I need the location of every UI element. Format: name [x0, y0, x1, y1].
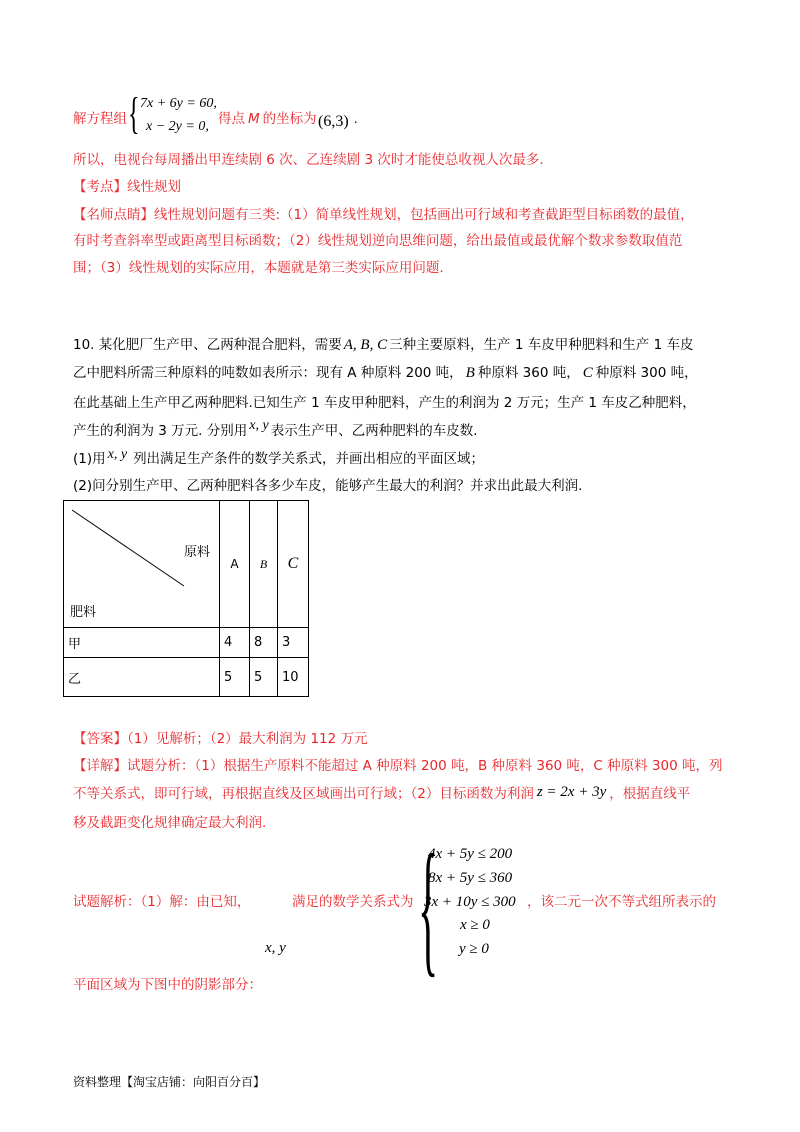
vars-xy-2: x, y [107, 447, 128, 462]
comment-line-2: 有时考查斜率型或距离型目标函数；（2）线性规划逆向思维问题，给出最值或最优解个数求参数取值范 [73, 233, 683, 249]
problem-line-4 [73, 418, 478, 441]
solve-prefix: 解方程组 [73, 111, 127, 127]
cell-value: 5 [220, 658, 250, 697]
var-b: B [465, 365, 475, 381]
inequality-1: 4x + 5y ≤ 200 [428, 846, 513, 862]
header-c: C [278, 501, 309, 628]
conclusion-line: 所以，电视台每周播出甲连续剧 6 次、乙连续剧 3 次时才能使总收视人次最多. [73, 152, 544, 168]
question-1 [73, 447, 485, 469]
equation-1: 7x + 6y = 60, [140, 96, 217, 111]
cell-value: 3 [278, 628, 309, 658]
point-name: M [248, 111, 260, 127]
question-2: (2)问分别生产甲、乙两种肥料各多少车皮，能够产生最大的利润？并求出此最大利润. [73, 478, 583, 494]
corner-label-fertilizer: 肥料 [70, 605, 97, 620]
problem-line-4-b: 表示生产甲、乙两种肥料的车皮数. [270, 423, 478, 439]
kaodian-line: 【考点】线性规划 [73, 179, 181, 195]
materials-vars: A, B, C [343, 337, 388, 353]
inequality-5: y ≥ 0 [459, 941, 489, 957]
header-a: A [220, 501, 250, 628]
detail-line-1: 【详解】试题分析：（1）根据生产原料不能超过 A 种原料 200 吨，B 种原料 360 吨，C 种原料 300 吨，列 [73, 758, 723, 774]
comment-line-1: 【名师点睛】线性规划问题有三类:（1）简单线性规划，包括画出可行域和考查截距型目标函数的最值， [73, 207, 694, 223]
footer-source: 资料整理【淘宝店铺：向阳百分百】 [73, 1075, 266, 1089]
question-1-a: (1)用 [73, 451, 106, 467]
equation-2: x − 2y = 0, [146, 119, 209, 134]
var-c: C [582, 365, 593, 381]
cell-value: 10 [278, 658, 309, 697]
problem-line-2-b: 种原料 360 吨， [477, 365, 580, 381]
get-point-label: 得点 [218, 111, 245, 127]
detail-line-3: 移及截距变化规律确定最大利润. [73, 815, 267, 831]
coordinate-period: . [354, 112, 358, 127]
row-label: 乙 [64, 658, 220, 697]
problem-line-1-a: 10. 某化肥厂生产甲、乙两种混合肥料，需要 [73, 337, 342, 353]
get-point-text [218, 110, 317, 128]
point-coordinate: (6,3) [318, 113, 349, 130]
problem-line-2-c: 种原料 300 吨， [595, 365, 698, 381]
vars-xy-3: x, y [265, 940, 286, 956]
inequality-brace: { [418, 824, 439, 990]
detail-line-2 [73, 785, 690, 803]
analysis-prefix: 试题解析：（1）解：由已知， [73, 894, 251, 910]
row-label: 甲 [64, 628, 220, 658]
corner-label-materials: 原料 [184, 545, 211, 560]
problem-line-2 [73, 364, 698, 382]
objective-function: z = 2x + 3y [536, 784, 607, 800]
detail-line-2-a: 不等关系式，即可行域，再根据直线及区域画出可行域；（2）目标函数为利润 [73, 786, 534, 802]
analysis-suffix: ，该二元一次不等式组所表示的 [527, 894, 716, 910]
problem-line-2-a: 乙中肥料所需三种原料的吨数如表所示：现有 A 种原料 200 吨， [73, 365, 463, 381]
cell-value: 8 [250, 628, 278, 658]
comment-line-3: 围；（3）线性规划的实际应用，本题就是第三类实际应用问题. [73, 260, 444, 276]
table-diagonal-line [66, 502, 196, 592]
answer-line: 【答案】（1）见解析；（2）最大利润为 112 万元 [73, 731, 368, 747]
region-line: 平面区域为下图中的阴影部分： [73, 977, 262, 993]
inequality-2: 8x + 5y ≤ 360 [428, 870, 513, 886]
cell-value: 5 [250, 658, 278, 697]
equation-brace: { [128, 89, 140, 138]
cell-value: 4 [220, 628, 250, 658]
inequality-4: x ≥ 0 [460, 917, 490, 933]
problem-line-4-a: 产生的利润为 3 万元. 分别用 [73, 423, 248, 439]
problem-line-1-b: 三种主要原料，生产 1 车皮甲种肥料和生产 1 车皮 [389, 337, 694, 353]
header-b: B [250, 501, 278, 628]
vars-xy-1: x, y [249, 418, 269, 433]
analysis-relation: 满足的数学关系式为 [292, 894, 414, 910]
detail-line-2-b: ，根据直线平 [609, 786, 691, 802]
problem-line-1 [73, 336, 693, 354]
table-row [64, 628, 309, 658]
inequality-3: 3x + 10y ≤ 300 [424, 894, 516, 910]
coord-label: 的坐标为 [262, 111, 317, 127]
question-1-b: 列出满足生产条件的数学关系式，并画出相应的平面区域； [133, 451, 485, 467]
problem-line-3: 在此基础上生产甲乙两种肥料.已知生产 1 车皮甲种肥料，产生的利润为 2 万元；生产 1 车皮乙种肥料， [73, 395, 696, 411]
table-row [64, 658, 309, 697]
